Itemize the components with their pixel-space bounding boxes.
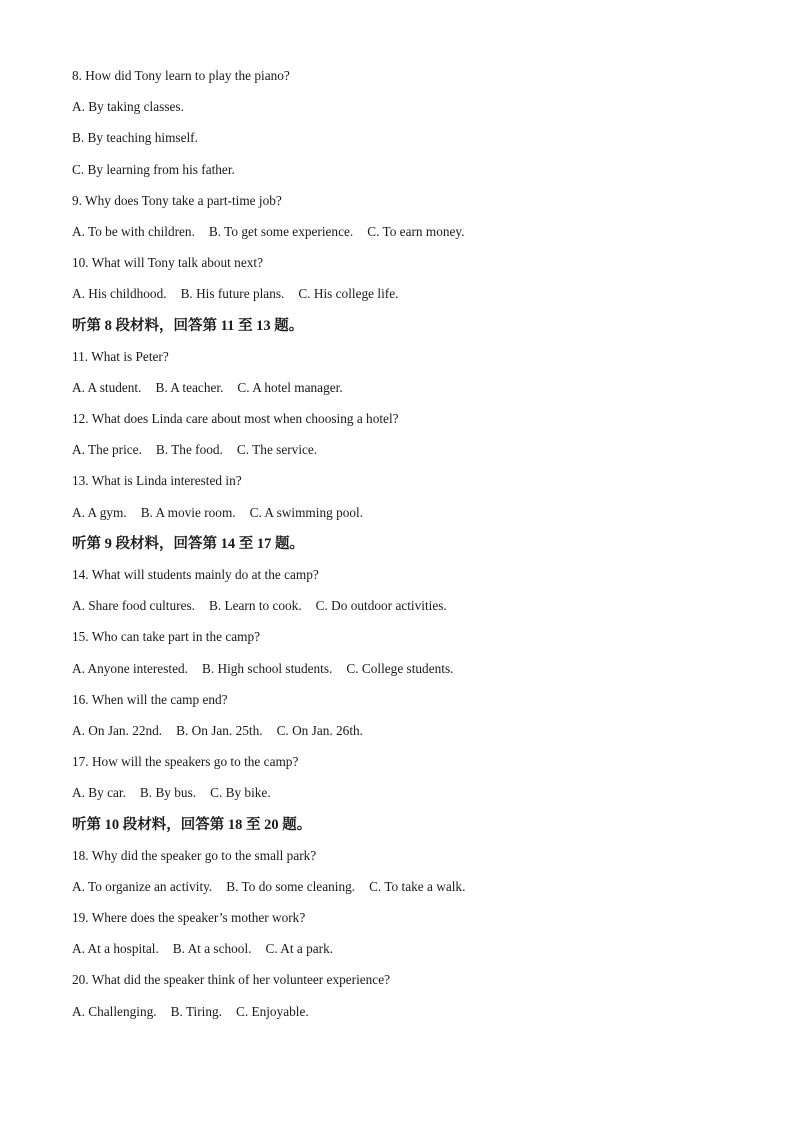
answer-options bbox=[72, 721, 732, 752]
answer-option: B. A movie room. bbox=[140, 504, 236, 520]
question-text: 19. Where does the speaker’s mother work? bbox=[72, 910, 306, 926]
answer-options bbox=[72, 1002, 732, 1033]
question-text: 20. What did the speaker think of her volunteer experience? bbox=[72, 972, 391, 988]
answer-option: C. A hotel manager. bbox=[237, 379, 343, 395]
answer-option: C. By learning from his father. bbox=[72, 161, 235, 177]
answer-option: C. College students. bbox=[346, 660, 454, 676]
section-heading: 听第 10 段材料，回答第 18 至 20 题。 bbox=[72, 816, 312, 833]
answer-option: A. A gym. bbox=[72, 504, 127, 520]
answer-option: B. To get some experience. bbox=[208, 223, 354, 239]
answer-options bbox=[72, 503, 732, 534]
answer-option: C. To take a walk. bbox=[369, 878, 466, 894]
answer-option: A. Share food cultures. bbox=[72, 598, 195, 614]
answer-option: B. By bus. bbox=[139, 785, 197, 801]
answer-option: C. To earn money. bbox=[367, 223, 465, 239]
answer-option: C. At a park. bbox=[265, 941, 334, 957]
answer-option: B. Tiring. bbox=[170, 1003, 222, 1019]
answer-options bbox=[72, 877, 732, 908]
question-text: 18. Why did the speaker go to the small park? bbox=[72, 847, 317, 863]
answer-option: C. On Jan. 26th. bbox=[276, 722, 363, 738]
answer-option: A. By taking classes. bbox=[72, 99, 184, 115]
answer-option: B. By teaching himself. bbox=[72, 130, 198, 146]
section-heading: 听第 8 段材料，回答第 11 至 13 题。 bbox=[72, 317, 304, 334]
answer-options bbox=[72, 939, 732, 970]
answer-option: C. A swimming pool. bbox=[249, 504, 364, 520]
answer-option: B. To do some cleaning. bbox=[226, 878, 356, 894]
answer-option: C. By bike. bbox=[210, 785, 271, 801]
answer-option: C. Enjoyable. bbox=[235, 1003, 309, 1019]
answer-option: B. On Jan. 25th. bbox=[176, 722, 263, 738]
question-text: 17. How will the speakers go to the camp? bbox=[72, 754, 299, 770]
question-text: 9. Why does Tony take a part-time job? bbox=[72, 192, 282, 208]
answer-option: A. The price. bbox=[72, 442, 142, 458]
answer-option: A. To organize an activity. bbox=[72, 878, 213, 894]
question-text: 16. When will the camp end? bbox=[72, 691, 228, 707]
answer-option: A. His childhood. bbox=[72, 286, 167, 302]
answer-option: B. At a school. bbox=[172, 941, 252, 957]
answer-option: C. The service. bbox=[236, 442, 318, 458]
answer-option: B. His future plans. bbox=[180, 286, 285, 302]
answer-option: A. Anyone interested. bbox=[72, 660, 188, 676]
section-heading: 听第 9 段材料，回答第 14 至 17 题。 bbox=[72, 535, 304, 552]
answer-options bbox=[72, 128, 732, 159]
answer-option: C. His college life. bbox=[298, 286, 399, 302]
answer-option: A. To be with children. bbox=[72, 223, 195, 239]
answer-options bbox=[72, 783, 732, 814]
answer-option: B. A teacher. bbox=[155, 379, 224, 395]
answer-option: A. At a hospital. bbox=[72, 941, 159, 957]
question-text: 12. What does Linda care about most when choosing a hotel? bbox=[72, 411, 399, 427]
question-text: 10. What will Tony talk about next? bbox=[72, 255, 263, 271]
answer-option: C. Do outdoor activities. bbox=[315, 598, 447, 614]
question-text: 15. Who can take part in the camp? bbox=[72, 629, 261, 645]
answer-options bbox=[72, 284, 732, 315]
answer-option: A. By car. bbox=[72, 785, 126, 801]
answer-option: B. High school students. bbox=[201, 660, 333, 676]
question-text: 8. How did Tony learn to play the piano? bbox=[72, 68, 290, 83]
answer-option: A. On Jan. 22nd. bbox=[72, 722, 163, 738]
answer-options bbox=[72, 596, 732, 627]
answer-options bbox=[72, 378, 732, 409]
answer-option: A. Challenging. bbox=[72, 1003, 157, 1019]
question-text: 14. What will students mainly do at the camp? bbox=[72, 567, 319, 582]
answer-options bbox=[72, 222, 732, 253]
answer-option: B. The food. bbox=[155, 442, 223, 458]
answer-option: A. A student. bbox=[72, 379, 142, 395]
question-text: 13. What is Linda interested in? bbox=[72, 473, 242, 489]
answer-option: B. Learn to cook. bbox=[208, 598, 302, 614]
answer-options bbox=[72, 97, 732, 128]
document-page bbox=[72, 66, 732, 1033]
answer-options bbox=[72, 160, 732, 191]
answer-options bbox=[72, 440, 732, 471]
answer-options bbox=[72, 659, 732, 690]
question-text: 11. What is Peter? bbox=[72, 348, 169, 364]
